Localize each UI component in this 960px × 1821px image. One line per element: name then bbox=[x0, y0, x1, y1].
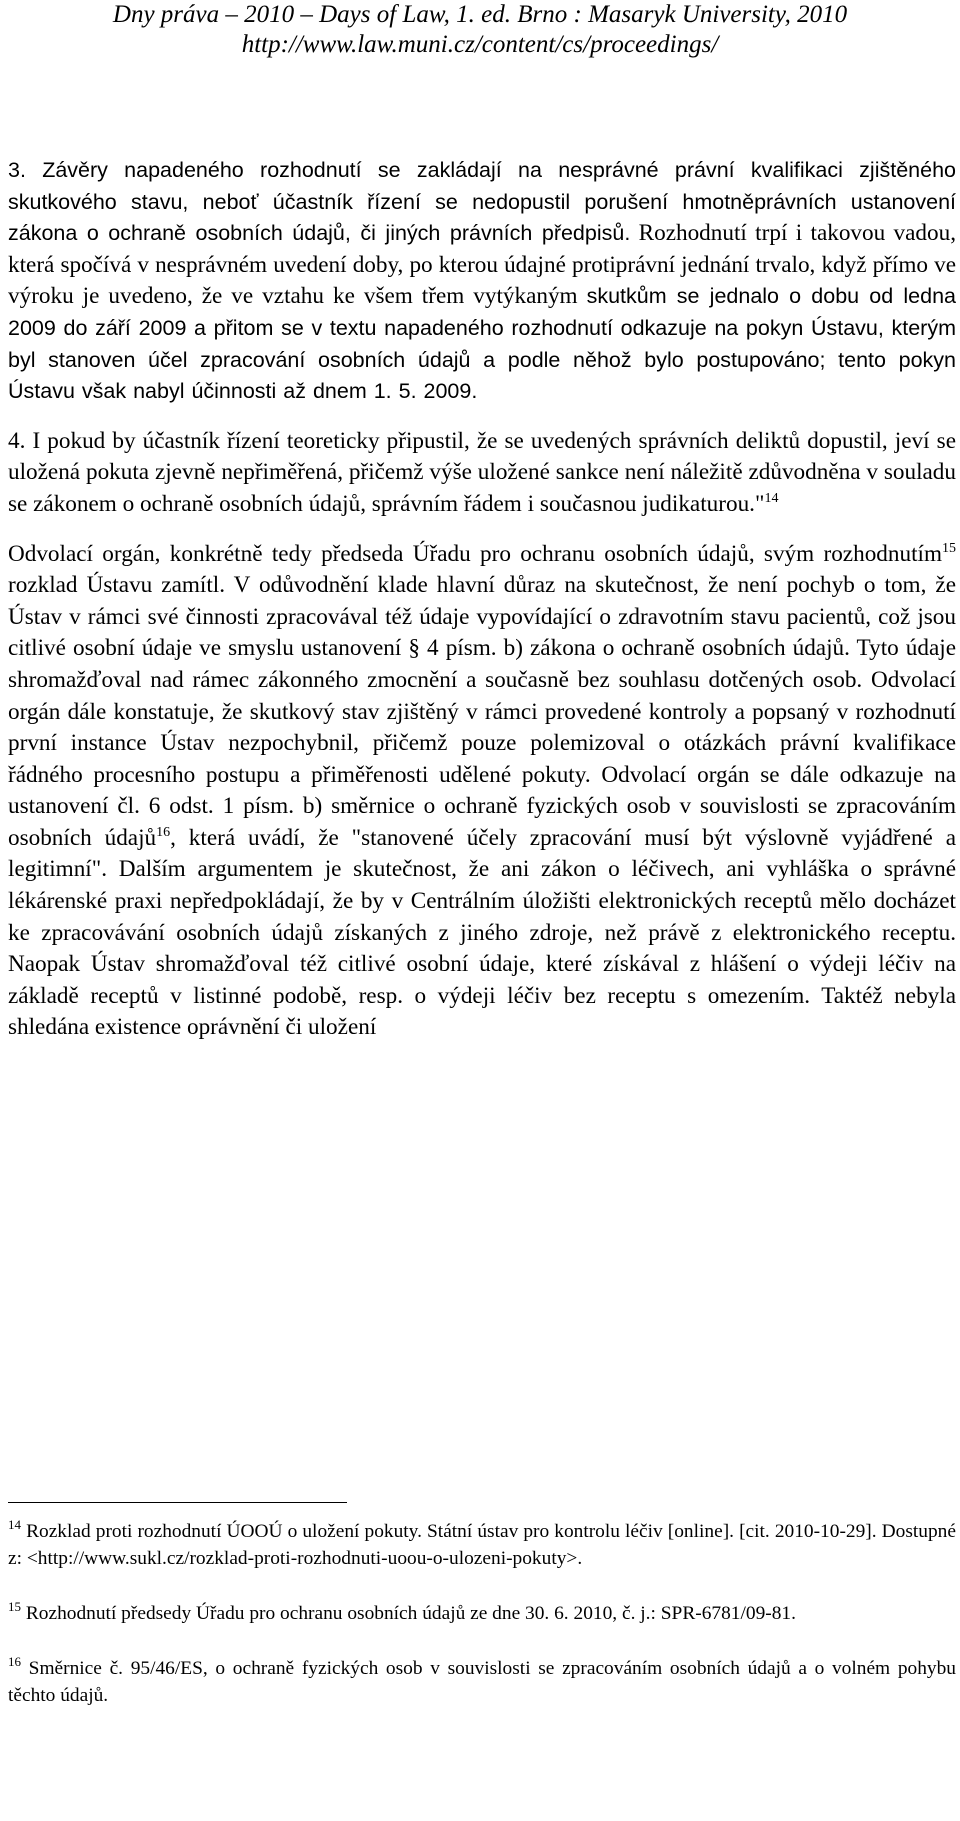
footnote-16 bbox=[8, 1655, 956, 1709]
footnote-text: Směrnice č. 95/46/ES, o ochraně fyzických osob v souvislosti se zpracováním osobních údajů a o volném pohybu těchto údajů. bbox=[8, 1658, 956, 1706]
footnote-number: 16 bbox=[8, 1654, 21, 1669]
footnote-separator bbox=[8, 1502, 347, 1503]
footnote-number: 15 bbox=[8, 1599, 21, 1614]
header-url: http://www.law.muni.cz/content/cs/proceedings/ bbox=[241, 31, 719, 58]
paragraph-3-serif: Rozhodnutí trpí i takovou vadou, která spočívá v nesprávném uvedení doby, po kterou údajné protiprávní jednání trvalo, když přímo ve výroku je uvedeno, že ve vztahu ke všem třem vytýkaným bbox=[8, 220, 956, 310]
paragraph-5 bbox=[8, 539, 956, 1045]
footnotes bbox=[8, 1518, 956, 1737]
footnote-text: Rozklad proti rozhodnutí ÚOOÚ o uložení pokuty. Státní ústav pro kontrolu léčiv [online]. [cit. 2010-10-29]. Dostupné z: <http://www.sukl.cz/rozklad-proti-rozhodnuti-uoou-o-ulozeni-pokuty>. bbox=[8, 1521, 956, 1569]
footnote-ref-14[interactable]: 14 bbox=[764, 490, 779, 506]
paragraph-3 bbox=[8, 155, 956, 408]
paragraph-5-part3: , která uvádí, že "stanovené účely zpracování musí být výslovně vyjádřené a legitimní". Dalším argumentem je skutečnost, že ani zákon o léčivech, ani vyhláška o správné lékárenské praxi nepředpokládají, že by v Centrálním úložišti elektronických receptů mělo docházet ke zpracovávání osobních údajů získaných z jiného zdroje, než právě z elektronického receptu. Naopak Ústav shromažďoval též citlivé osobní údaje, které získával z hlášení o výdeji léčiv na základě receptů v listinné podobě, resp. o výdeji léčiv bez receptu s omezením. Taktéž nebyla shledána existence oprávnění či uložení bbox=[8, 824, 956, 1041]
paragraph-5-part2: rozklad Ústavu zamítl. V odůvodnění klade hlavní důraz na skutečnost, že není pochyb o tom, že Ústav v rámci své činnosti zpracovával též údaje vypovídající o zdravotním stavu pacientů, což jsou citlivé osobní údaje ve smyslu ustanovení § 4 písm. b) zákona o ochraně osobních údajů. Tyto údaje shromažďoval nad rámec zákonného zmocnění a současně bez souhlasu dotčených osob. Odvolací orgán dále konstatuje, že skutkový stav zjištěný v rámci provedené kontroly a popsaný v rozhodnutí první instance Ústav nezpochybnil, přičemž pouze polemizoval o otázkách právní kvalifikace řádného procesního postupu a přiměřenosti udělené pokuty. Odvolací orgán se dále odkazuje na ustanovení čl. 6 odst. 1 písm. b) směrnice o ochraně fyzických osob v souvislosti se zpracováním osobních údajů bbox=[8, 572, 956, 851]
footnote-ref-15[interactable]: 15 bbox=[942, 540, 956, 556]
paragraph-4 bbox=[8, 426, 956, 521]
main-text bbox=[8, 155, 956, 1062]
running-header bbox=[0, 0, 960, 60]
footnote-14 bbox=[8, 1518, 956, 1572]
paragraph-3-sans-tail: skutkům se jednalo o dobu od ledna 2009 do září 2009 a přitom se v textu napadeného rozhodnutí odkazuje na pokyn Ústavu, kterým byl stanoven účel zpracování osobních údajů a podle něhož bylo postupováno; tento pokyn Ústavu však nabyl účinnosti až dnem 1. 5. 2009. bbox=[8, 284, 956, 404]
footnote-15 bbox=[8, 1600, 956, 1627]
paragraph-4-text: 4. I pokud by účastník řízení teoreticky připustil, že se uvedených správních deliktů dopustil, jeví se uložená pokuta zjevně nepřiměřená, přičemž výše uložené sankce není náležitě zdůvodněna v souladu se zákonem o ochraně osobních údajů, správním řádem i současnou judikaturou." bbox=[8, 427, 956, 517]
footnote-number: 14 bbox=[8, 1517, 21, 1532]
paragraph-5-part1: Odvolací orgán, konkrétně tedy předseda Úřadu pro ochranu osobních údajů, svým rozhodnutím bbox=[8, 540, 942, 567]
header-citation: Dny práva – 2010 – Days of Law, 1. ed. Brno : Masaryk University, 2010 bbox=[112, 1, 848, 28]
footnote-text: Rozhodnutí předsedy Úřadu pro ochranu osobních údajů ze dne 30. 6. 2010, č. j.: SPR-6781/09-81. bbox=[21, 1603, 796, 1624]
footnote-ref-16[interactable]: 16 bbox=[156, 824, 171, 840]
paragraph-3-sans-lead: 3. Závěry napadeného rozhodnutí se zakládají na nesprávné právní kvalifikaci zjištěného skutkového stavu, neboť účastník řízení se nedopustil porušení hmotněprávních ustanovení zákona o ochraně osobních údajů, či jiných právních předpisů. bbox=[8, 158, 956, 246]
